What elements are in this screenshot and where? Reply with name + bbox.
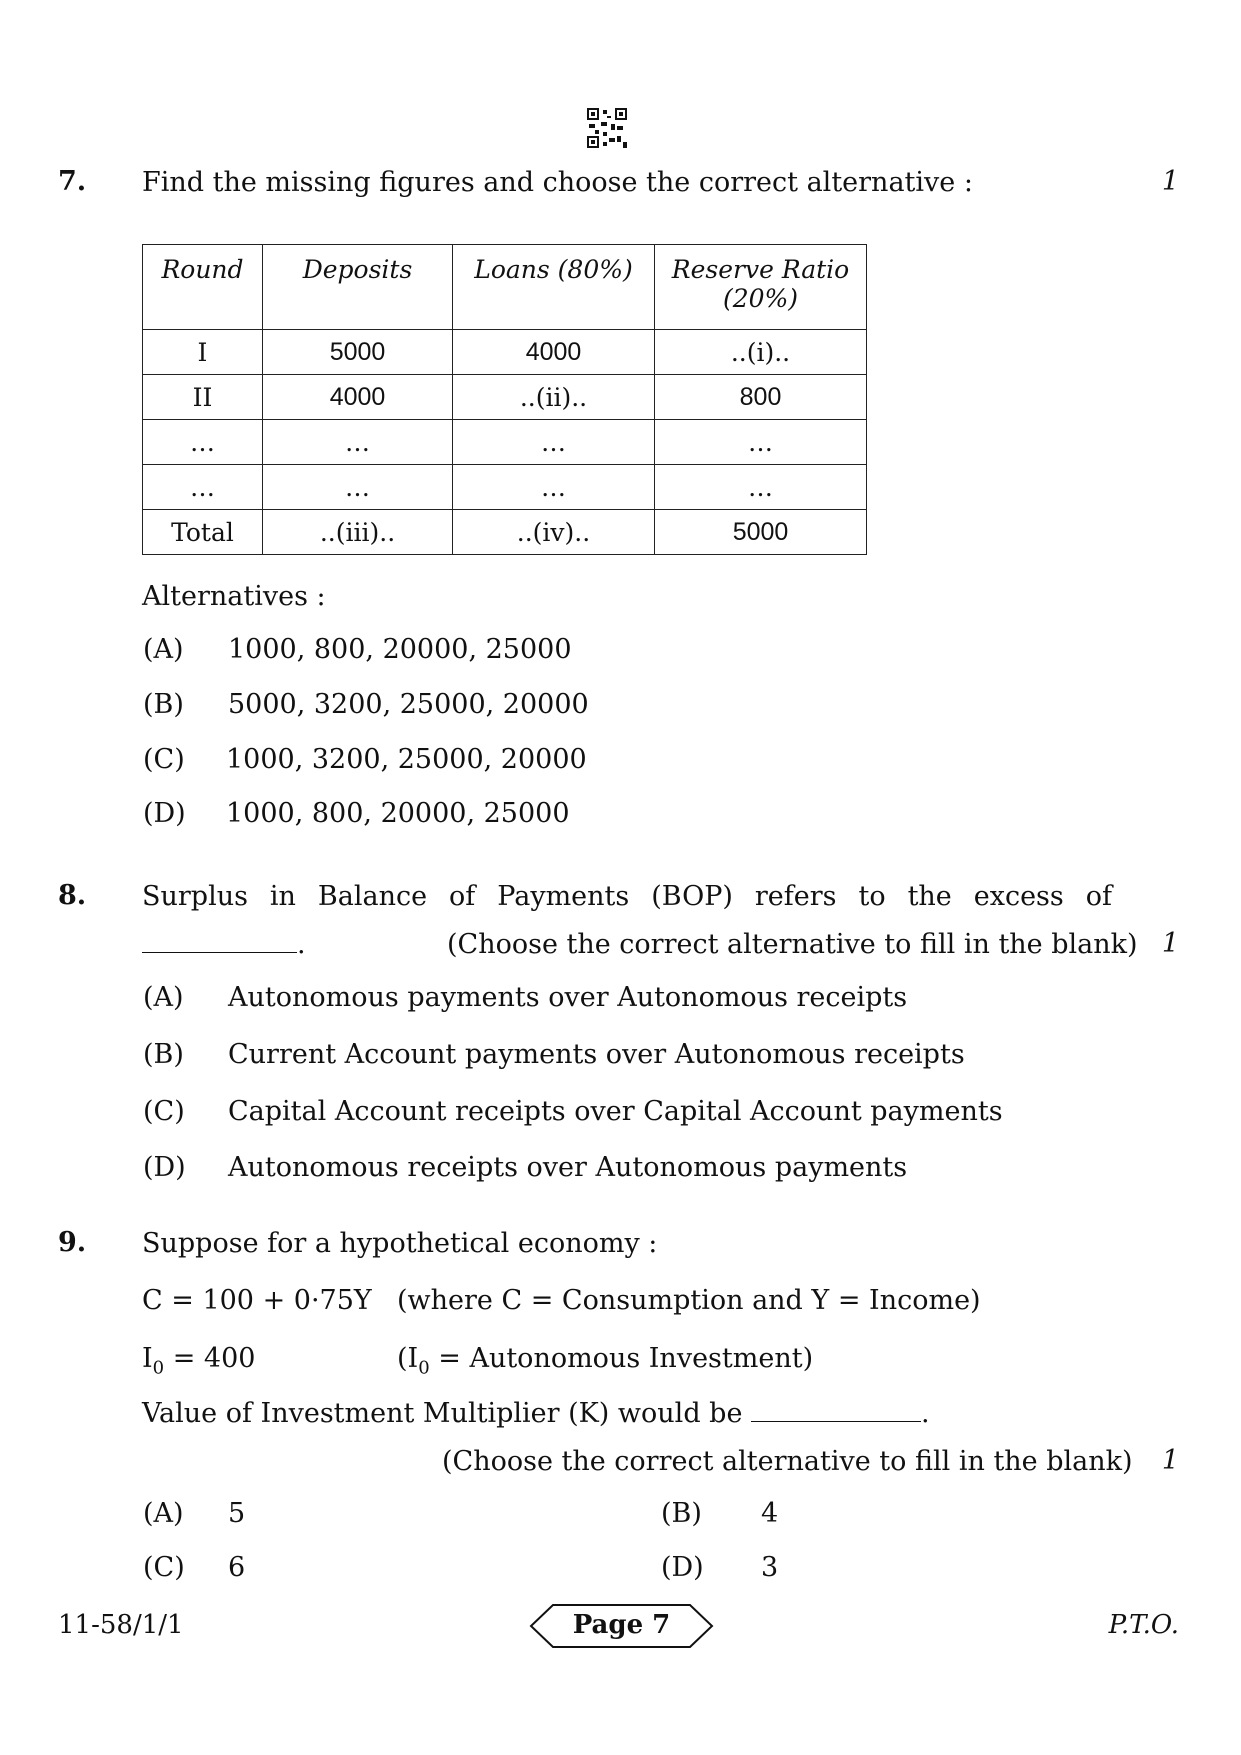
table-cell: 5000	[263, 330, 453, 375]
q8-option-c-label: (C)	[143, 1096, 185, 1127]
table-cell: …	[453, 465, 655, 510]
q9-option-b-label: (B)	[661, 1498, 702, 1529]
table-cell: 4000	[263, 375, 453, 420]
credit-creation-table	[142, 244, 867, 555]
question-number-8: 8.	[58, 880, 87, 911]
investment-symbol: I	[142, 1343, 153, 1374]
table-cell: II	[143, 375, 263, 420]
q7-option-a-label: (A)	[143, 634, 184, 665]
question-8-marks: 1	[1161, 928, 1179, 959]
q9-option-a-text: 5	[228, 1498, 246, 1529]
q7-option-a-text: 1000, 800, 20000, 25000	[228, 634, 572, 665]
multiplier-question: Value of Investment Multiplier (K) would be .	[142, 1398, 930, 1429]
q7-option-d-text: 1000, 800, 20000, 25000	[226, 798, 570, 829]
header-deposits: Deposits	[263, 245, 453, 330]
question-number-9: 9.	[58, 1227, 87, 1258]
header-reserve-ratio	[655, 245, 867, 330]
table-cell: …	[655, 420, 867, 465]
investment-equation	[142, 1342, 255, 1385]
table-row	[143, 420, 867, 465]
q9-option-d-label: (D)	[661, 1552, 704, 1583]
q8-option-c-text: Capital Account receipts over Capital Account payments	[228, 1096, 1003, 1127]
table-header-row	[143, 245, 867, 330]
qr-code-icon	[587, 108, 627, 148]
table-cell: …	[143, 465, 263, 510]
investment-note-open: (I	[397, 1343, 419, 1374]
alternatives-label: Alternatives :	[142, 581, 326, 612]
investment-subscript: 0	[152, 1357, 165, 1379]
q7-option-c-text: 1000, 3200, 25000, 20000	[226, 744, 587, 775]
investment-note-rest: = Autonomous Investment)	[429, 1343, 814, 1374]
question-8-text: Surplus in Balance of Payments (BOP) refers to the excess of	[142, 881, 1112, 912]
q7-option-b-label: (B)	[143, 689, 184, 720]
table-cell: …	[263, 420, 453, 465]
table-row	[143, 510, 867, 555]
header-reserve-ratio-line2: (20%)	[722, 284, 799, 313]
consumption-equation-note: (where C = Consumption and Y = Income)	[397, 1285, 981, 1316]
table-cell: …	[143, 420, 263, 465]
paper-code: 11-58/1/1	[58, 1610, 184, 1640]
multiplier-text: Value of Investment Multiplier (K) would be	[142, 1398, 743, 1429]
table-cell: ..(ii)..	[453, 375, 655, 420]
question-9-instruction: (Choose the correct alternative to fill in the blank)	[442, 1446, 1133, 1477]
header-reserve-ratio-line1: Reserve Ratio	[671, 255, 850, 284]
header-round: Round	[143, 245, 263, 330]
header-loans: Loans (80%)	[453, 245, 655, 330]
please-turn-over: P.T.O.	[1108, 1610, 1179, 1640]
table-row	[143, 330, 867, 375]
table-cell: 4000	[453, 330, 655, 375]
question-9-text: Suppose for a hypothetical economy :	[142, 1228, 658, 1259]
question-7-marks: 1	[1161, 166, 1179, 197]
q9-option-a-label: (A)	[143, 1498, 184, 1529]
table-cell: ..(iii)..	[263, 510, 453, 555]
q8-option-b-label: (B)	[143, 1039, 184, 1070]
investment-equation-note	[397, 1342, 813, 1385]
q9-option-d-text: 3	[761, 1552, 779, 1583]
q9-option-b-text: 4	[761, 1498, 779, 1529]
q8-option-d-label: (D)	[143, 1152, 186, 1183]
q7-option-b-text: 5000, 3200, 25000, 20000	[228, 689, 589, 720]
table-cell: 800	[655, 375, 867, 420]
table-cell: Total	[143, 510, 263, 555]
q7-option-c-label: (C)	[143, 744, 185, 775]
investment-note-subscript: 0	[418, 1357, 430, 1379]
q9-option-c-label: (C)	[143, 1552, 185, 1583]
question-8-blank: .	[142, 928, 306, 962]
table-row	[143, 375, 867, 420]
q8-option-b-text: Current Account payments over Autonomous receipts	[228, 1039, 965, 1070]
table-cell: 5000	[655, 510, 867, 555]
question-9-marks: 1	[1161, 1445, 1179, 1476]
table-cell: ..(iv)..	[453, 510, 655, 555]
table-cell: …	[263, 465, 453, 510]
investment-value: = 400	[164, 1343, 256, 1374]
page-number: Page 7	[572, 1610, 671, 1640]
table-cell: …	[655, 465, 867, 510]
q8-option-a-text: Autonomous payments over Autonomous receipts	[228, 982, 908, 1013]
q7-option-d-label: (D)	[143, 798, 186, 829]
table-cell: …	[453, 420, 655, 465]
question-7-text: Find the missing figures and choose the correct alternative :	[142, 167, 973, 198]
table-row	[143, 465, 867, 510]
q8-option-d-text: Autonomous receipts over Autonomous payments	[228, 1152, 908, 1183]
table-cell: I	[143, 330, 263, 375]
q9-option-c-text: 6	[228, 1552, 246, 1583]
question-number-7: 7.	[58, 166, 87, 197]
page-number-badge	[529, 1603, 714, 1649]
q8-option-a-label: (A)	[143, 982, 184, 1013]
question-8-instruction: (Choose the correct alternative to fill in the blank)	[447, 929, 1138, 960]
table-cell: ..(i)..	[655, 330, 867, 375]
consumption-equation: C = 100 + 0·75Y	[142, 1285, 372, 1316]
